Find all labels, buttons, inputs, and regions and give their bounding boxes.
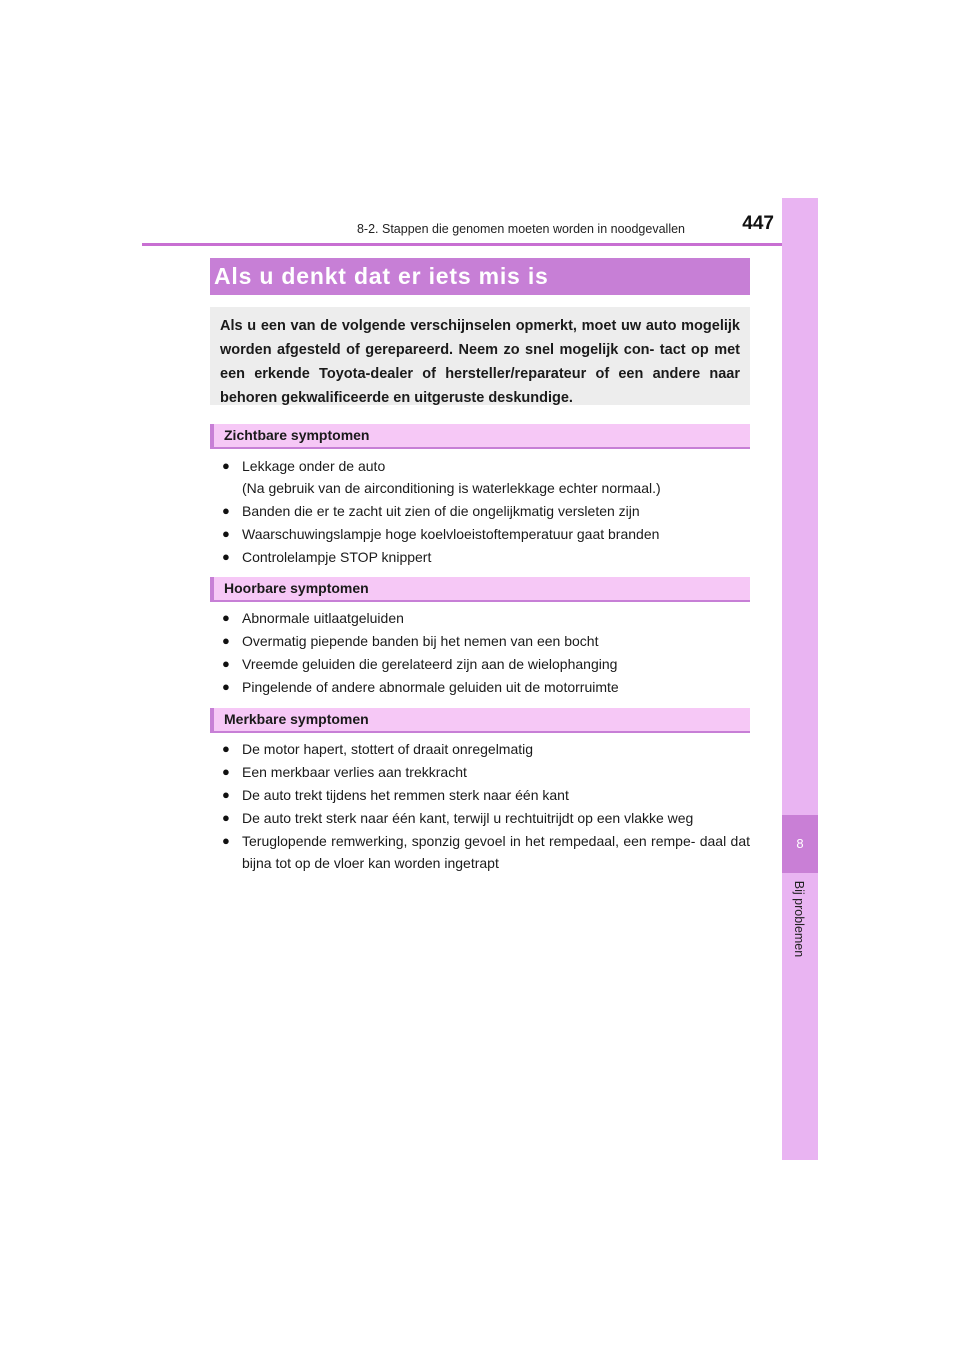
- list-visible-symptoms: [222, 455, 750, 569]
- list-item: [222, 455, 750, 499]
- list-item-text: De auto trekt sterk naar één kant, terwijl u rechtuitrijdt op een vlakke weg: [242, 810, 694, 826]
- list-item: [222, 653, 750, 675]
- list-item-text: Vreemde geluiden die gerelateerd zijn aan de wielophanging: [242, 656, 618, 672]
- list-item-text: Controlelampje STOP knippert: [242, 549, 432, 565]
- section-heading-visible: Zichtbare symptomen: [224, 427, 370, 443]
- list-item-text: Abnormale uitlaatgeluiden: [242, 610, 404, 626]
- page-number: 447: [742, 213, 774, 234]
- bullet-icon: ●: [222, 787, 230, 802]
- list-item-text: Pingelende of andere abnormale geluiden uit de motorruimte: [242, 679, 619, 695]
- bullet-icon: ●: [222, 503, 230, 518]
- page-title: Als u denkt dat er iets mis is: [214, 263, 549, 289]
- list-item: [222, 738, 750, 760]
- bullet-icon: ●: [222, 633, 230, 648]
- list-item: [222, 500, 750, 522]
- bullet-icon: ●: [222, 549, 230, 564]
- list-item-text: Waarschuwingslampje hoge koelvloeistoftemperatuur gaat branden: [242, 526, 660, 542]
- chapter-side-tab: [782, 198, 818, 1160]
- list-item-text: Banden die er te zacht uit zien of die ongelijkmatig versleten zijn: [242, 503, 640, 519]
- list-item: [222, 761, 750, 783]
- list-item: [222, 807, 750, 829]
- list-item-text: Lekkage onder de auto: [242, 458, 386, 474]
- bullet-icon: ●: [222, 526, 230, 541]
- intro-text: Als u een van de volgende verschijnselen opmerkt, moet uw auto mogelijk worden afgesteld of gerepareerd. Neem zo snel mogelijk con- tact op met een erkende Toyota-dealer of hersteller/reparateur of een andere naar behoren gekwalificeerde en uitgeruste deskundige.: [220, 318, 740, 406]
- bullet-icon: ●: [222, 610, 230, 625]
- bullet-icon: ●: [222, 656, 230, 671]
- bullet-icon: ●: [222, 679, 230, 694]
- list-item-text: Een merkbaar verlies aan trekkracht: [242, 764, 467, 780]
- section-heading-audible: Hoorbare symptomen: [224, 580, 369, 596]
- list-item: [222, 607, 750, 629]
- list-noticeable-symptoms: [222, 738, 750, 875]
- list-item-text: De motor hapert, stottert of draait onregelmatig: [242, 741, 534, 757]
- bullet-icon: ●: [222, 764, 230, 779]
- chapter-number-tab: 8: [782, 815, 818, 873]
- bullet-icon: ●: [222, 458, 230, 473]
- list-item: [222, 830, 750, 874]
- bullet-icon: ●: [222, 810, 230, 825]
- list-audible-symptoms: [222, 607, 750, 699]
- bullet-icon: ●: [222, 741, 230, 756]
- header-section-title: 8-2. Stappen die genomen moeten worden in noodgevallen: [356, 222, 685, 236]
- list-item-subtext: (Na gebruik van de airconditioning is waterlekkage echter normaal.): [242, 480, 661, 496]
- list-item: [222, 784, 750, 806]
- list-item: [222, 630, 750, 652]
- list-item-text: De auto trekt tijdens het remmen sterk naar één kant: [242, 787, 569, 803]
- header-divider: [142, 243, 818, 246]
- bullet-icon: ●: [222, 833, 230, 848]
- list-item: [222, 676, 750, 698]
- list-item-text: Teruglopende remwerking, sponzig gevoel in het rempedaal, een rempe- daal dat bijna tot op de vloer kan worden ingetrapt: [242, 833, 750, 871]
- section-heading-noticeable: Merkbare symptomen: [224, 711, 369, 727]
- chapter-label: Bij problemen: [792, 880, 806, 958]
- list-item-text: Overmatig piepende banden bij het nemen van een bocht: [242, 633, 599, 649]
- list-item: [222, 546, 750, 568]
- list-item: [222, 523, 750, 545]
